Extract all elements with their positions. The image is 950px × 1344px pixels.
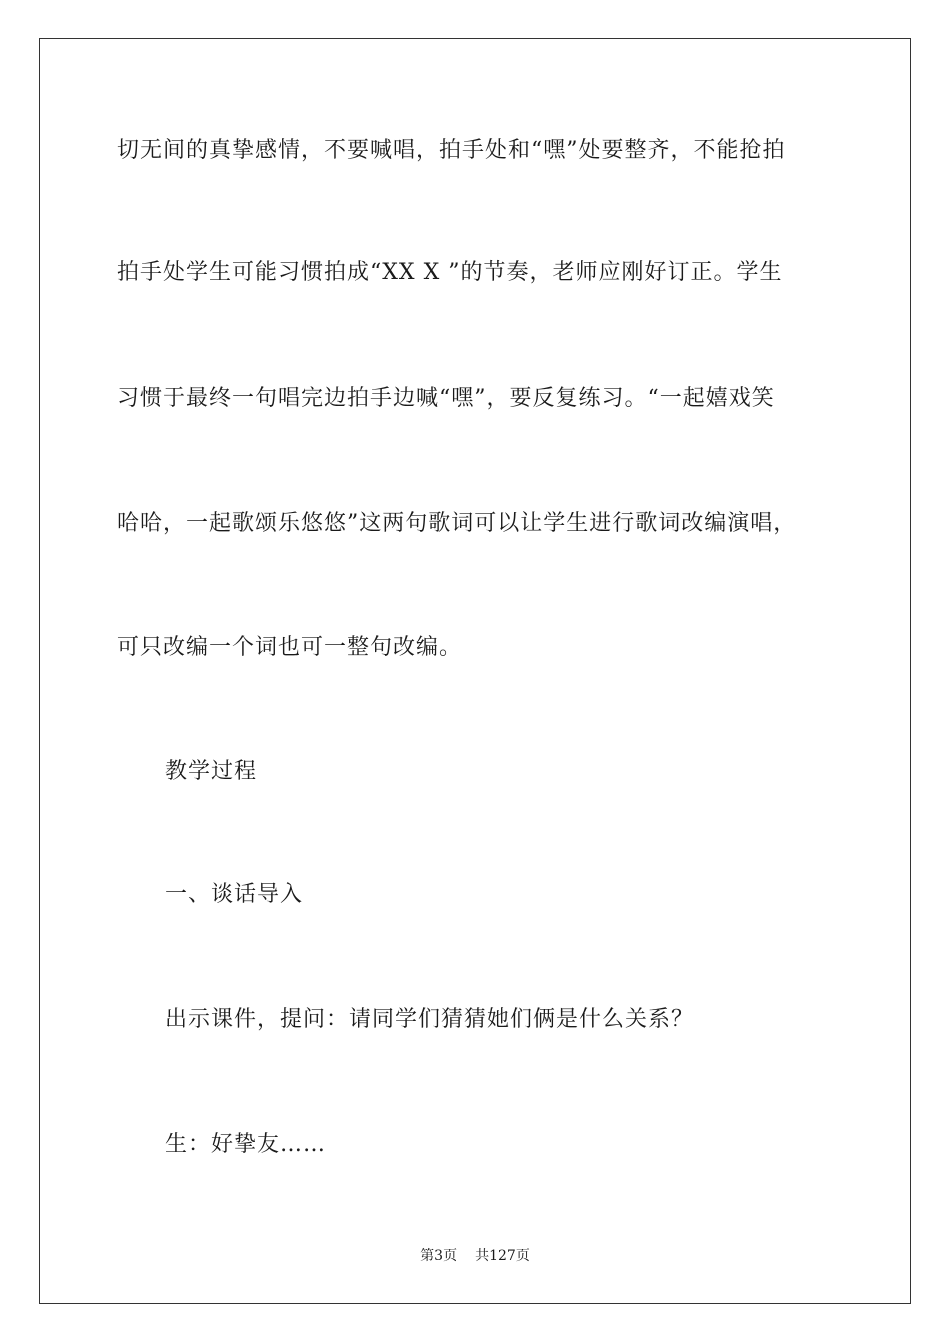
body-line-3: 习惯于最终一句唱完边拍手边喊“嘿”，要反复练习。“一起嬉戏笑 [117,386,775,411]
page-border [39,38,911,1304]
question-paragraph: 出示课件，提问：请同学们猜猜她们俩是什么关系？ [165,1007,695,1032]
page-total: 共127页 [475,1248,530,1264]
page-footer [0,1247,950,1265]
body-line-2: 拍手处学生可能习惯拍成“XX X ”的节奏，老师应刚好订正。学生 [117,260,783,285]
answer-paragraph: 生：好挚友…… [165,1132,327,1157]
page-number: 第3页 [420,1248,458,1264]
body-line-4: 哈哈，一起歌颂乐悠悠”这两句歌词可以让学生进行歌词改编演唱， [117,511,797,536]
section-heading: 教学过程 [165,759,258,784]
body-line-1: 切无间的真挚感情，不要喊唱，拍手处和“嘿”处要整齐，不能抢拍 [117,138,786,163]
subheading: 一、谈话导入 [165,882,304,907]
body-line-5: 可只改编一个词也可一整句改编。 [117,635,463,660]
